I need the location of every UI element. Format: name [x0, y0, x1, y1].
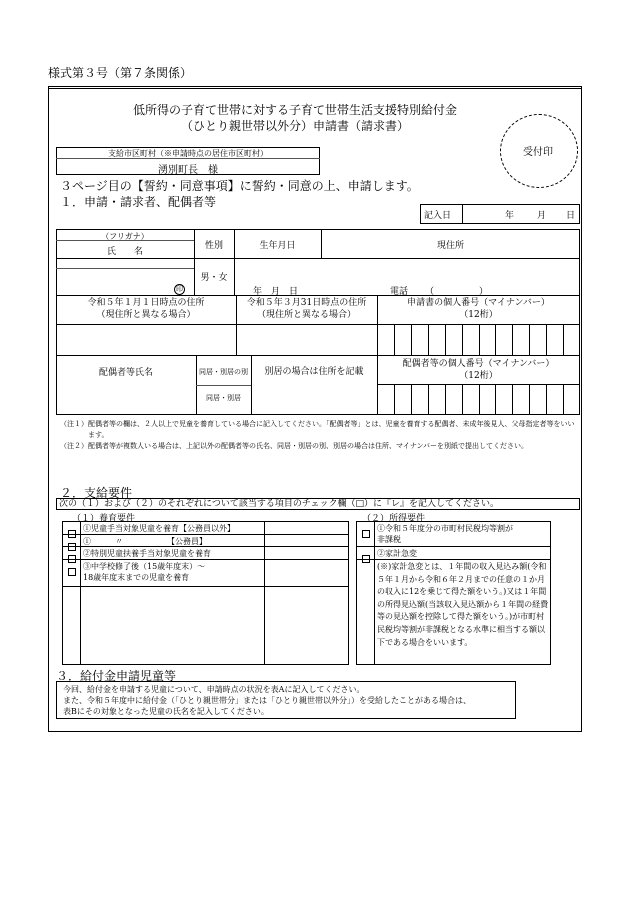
section1-heading: １．申請・請求者、配偶者等	[60, 195, 217, 209]
note-1: （注１） 配偶者等の欄は、２人以上で児童を養育している場合に記入してください。「配偶者等」とは、児童を養育する配偶者、未成年後見人、父母指定者等をいいます。	[60, 420, 575, 439]
digit-cell-divider	[512, 384, 513, 415]
form-title	[80, 102, 510, 134]
gender-label: 性別	[204, 241, 223, 251]
upbringing-item-1: ①児童手当対象児童を養育【公務員以外】	[83, 524, 235, 533]
date-month: 月	[537, 211, 547, 221]
upbringing-item-4: ③中学校修了後（15歳年度末）～ 18歳年度末までの児童を養育	[83, 562, 206, 582]
notes	[60, 419, 578, 452]
section2-instruction: 次の（１）および（２）のそれぞれについて該当する項目のチェック欄（□）に『レ』を記入してください。	[56, 498, 580, 510]
digit-cell-divider	[479, 384, 480, 415]
consent-text: ３ページ目の【誓約・同意事項】に誓約・同意の上、申請します。	[60, 179, 419, 193]
section3-heading: ３．給付金申請児童等	[56, 669, 177, 683]
digit-cell-divider	[445, 384, 446, 415]
addr-mar31-label: 令和５年３月31日時点の住所 （現住所と異なる場合）	[246, 298, 367, 320]
spouse-mynumber-grid[interactable]	[377, 384, 580, 415]
digit-cell-divider	[394, 324, 395, 355]
digit-cell-divider	[546, 324, 547, 355]
cohabit-values[interactable]: 同居・別居	[206, 394, 241, 402]
digit-cell-divider	[495, 324, 496, 355]
title-line1: 低所得の子育て世帯に対する子育て世帯生活支援特別給付金	[132, 103, 457, 117]
checkbox-income-2[interactable]	[362, 548, 370, 567]
stamp-label: 受付印	[523, 147, 553, 158]
name-input[interactable]	[60, 262, 190, 292]
upbringing-item-3: ②特別児童扶養手当対象児童を養育	[83, 549, 211, 558]
title-line2: （ひとり親世帯以外分）申請書（請求書）	[180, 119, 409, 133]
phone-label: 電話	[390, 287, 409, 297]
digit-cell-divider	[411, 384, 412, 415]
note-2: （注２） 配偶者等が複数人いる場合は、上記以外の配偶者等の氏名、同居・別居の別、別居の場合は住所、マイナンバーを別紙で提出してください。	[60, 442, 529, 450]
digit-cell-divider	[428, 324, 429, 355]
address-label: 現住所	[436, 241, 464, 251]
checkbox-upbringing-4[interactable]	[68, 561, 76, 580]
furigana-label: （フリガナ）	[101, 232, 149, 241]
digit-cell-divider	[445, 324, 446, 355]
digit-cell-divider	[546, 384, 547, 415]
digit-cell-divider	[462, 324, 463, 355]
digit-cell-divider	[563, 384, 564, 415]
digit-cell-divider	[563, 324, 564, 355]
digit-cell-divider	[529, 384, 530, 415]
phone-paren: （ ）	[425, 287, 489, 297]
municipality-value[interactable]: 湧別町長 様	[158, 165, 218, 176]
birthdate-label: 生年月日	[259, 241, 296, 251]
seal-mark: 印	[176, 285, 183, 293]
digit-cell-divider	[495, 384, 496, 415]
gender-values[interactable]: 男・女	[200, 273, 228, 283]
address-input[interactable]	[325, 262, 575, 282]
checkbox-income-1[interactable]	[362, 523, 370, 542]
digit-cell-divider	[529, 324, 530, 355]
spouse-mynumber-label: 配偶者等の個人番号（マイナンバー） （12桁）	[402, 359, 555, 381]
name-label: 氏 名	[106, 247, 143, 257]
cohabit-label: 同居・別居の別	[199, 368, 248, 376]
left-header: （１）養育要件	[72, 514, 136, 524]
separate-note: 別居の場合は住所を記載	[264, 367, 364, 377]
date-day: 日	[566, 211, 576, 221]
birth-ymd: 年 月 日	[253, 287, 299, 297]
digit-cell-divider	[411, 324, 412, 355]
section3-line2: また、令和５年度中に給付金（「ひとり親世帯分」または「ひとり親世帯以外分」）を受給したことがある場合は、	[63, 696, 471, 705]
digit-cell-divider	[428, 384, 429, 415]
form-number: 様式第３号（第７条関係）	[48, 66, 193, 80]
addr-jan1-label: 令和５年１月１日時点の住所 （現住所と異なる場合）	[87, 298, 205, 320]
spouse-name-label: 配偶者等氏名	[98, 368, 153, 378]
section2-heading: ２．支給要件	[60, 486, 133, 500]
municipality-label: 支給市区町村（※申請時点の居住市区町村）	[108, 149, 268, 158]
mynumber-grid[interactable]	[377, 324, 580, 355]
mynumber-label: 申請書の個人番号（マイナンバー） （12桁）	[407, 298, 550, 320]
digit-cell-divider	[512, 324, 513, 355]
section3-line1: 今回、給付金を申請する児童について、申請時点の状況を表Aに記入してください。	[63, 685, 365, 694]
income-item-2: ②家計急変	[377, 549, 417, 558]
right-header: （２）所得要件	[362, 514, 426, 524]
income-item-1: ①令和５年度分の市町村民税均等割が 非課税	[377, 524, 513, 544]
digit-cell-divider	[479, 324, 480, 355]
upbringing-item-2: ① 〃 【公務員】	[83, 537, 207, 546]
digit-cell-divider	[394, 384, 395, 415]
section3-line3: 表Bにその対象となった児童の氏名を記入してください。	[63, 707, 269, 716]
household-crisis-note: (※)家計急変とは、１年間の収入見込み額(令和５年１月から令和６年２月までの任意の１か月の収入に12を乗じて得た額をいう。)又は１年間の所得見込額(当該収入見込額から１年間の経費等の見込額を控除して得た額をいう。)が市町村民税均等割が非課税となる水準に相当する額以下である場合をいいます。	[377, 562, 549, 647]
digit-cell-divider	[462, 384, 463, 415]
section3-instructions	[56, 681, 516, 719]
date-label: 記入日	[424, 211, 452, 221]
date-year: 年	[505, 211, 515, 221]
